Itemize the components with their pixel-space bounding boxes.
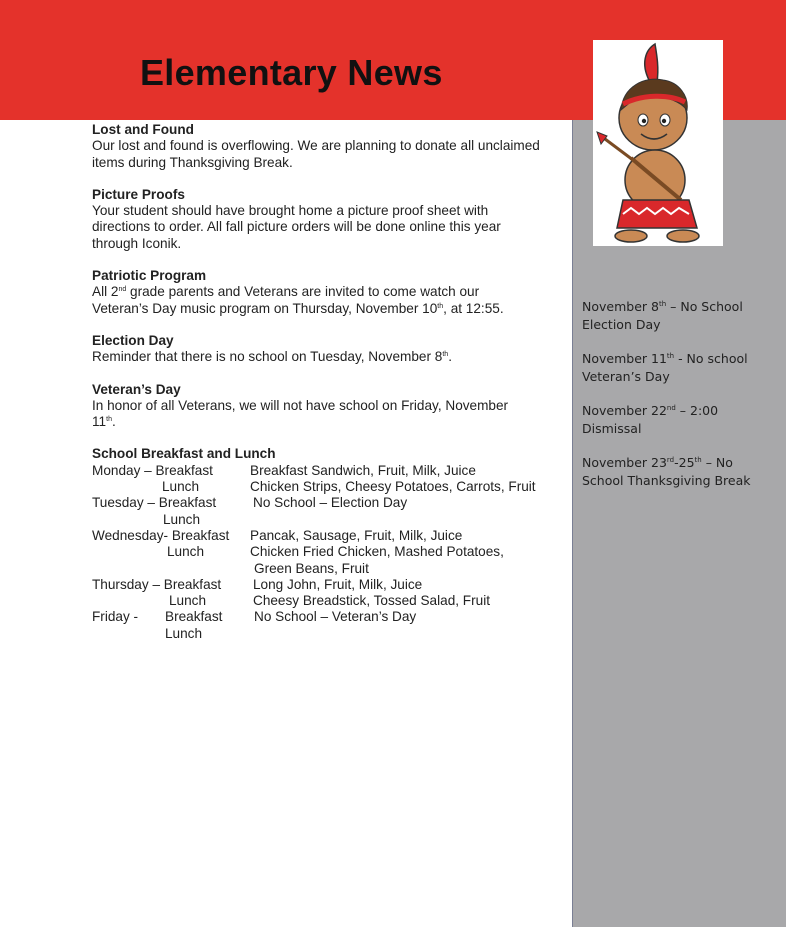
section-heading: Patriotic Program (92, 268, 207, 284)
section-picture-proofs (92, 187, 562, 252)
section-text-line: In honor of all Veterans, we will not have school on Friday, November (92, 397, 509, 413)
event-item: November 22nd – 2:00 Dismissal (582, 403, 719, 436)
menu-row (92, 626, 562, 642)
menu-row (92, 577, 562, 593)
menu-day-label: Lunch (162, 479, 200, 495)
menu-food: Chicken Strips, Cheesy Potatoes, Carrots, Fruit (250, 479, 536, 495)
menu-row (92, 479, 562, 495)
menu-food: Chicken Fried Chicken, Mashed Potatoes, (250, 544, 504, 560)
menu-day-label: Lunch (167, 544, 205, 560)
section-heading: Lost and Found (92, 122, 194, 137)
section-text-line: Our lost and found is overflowing. We are planning to donate all unclaimed (92, 138, 540, 154)
menu-day-label: Lunch (165, 625, 203, 641)
section-text-line: 11th. (92, 414, 116, 430)
menu-row (92, 544, 562, 560)
section-text-line: Reminder that there is no school on Tuesday, November 8th. (92, 349, 452, 365)
menu-row (92, 463, 562, 479)
section-lost-and-found (92, 122, 562, 171)
menu-food: Long John, Fruit, Milk, Juice (253, 576, 423, 592)
section-text-line: items during Thanksgiving Break. (92, 154, 293, 170)
section-text-line: through Iconik. (92, 235, 182, 251)
newsletter-title: Elementary News (140, 52, 443, 93)
event-item: November 23rd-25th – No School Thanksgiving Break (582, 455, 751, 488)
section-patriotic-program (92, 268, 562, 317)
menu-day-label: Breakfast (165, 609, 223, 625)
section-veterans-day (92, 382, 562, 431)
menu-row (92, 561, 562, 577)
event-item: November 11th - No school Veteran’s Day (582, 351, 748, 384)
menu-day-label: Friday - (92, 609, 139, 625)
menu-day-label: Lunch (163, 511, 201, 527)
menu-food: Pancak, Sausage, Fruit, Milk, Juice (250, 527, 463, 543)
menu-day-label: Lunch (169, 593, 207, 609)
mascot-image (593, 40, 723, 246)
section-text-line: Your student should have brought home a picture proof sheet with (92, 203, 489, 219)
section-text-line: Veteran’s Day music program on Thursday, November 10th, at 12:55. (92, 300, 504, 316)
menu-day-label: Wednesday- Breakfast (92, 527, 230, 543)
section-election-day (92, 333, 562, 366)
menu-day-label: Monday – Breakfast (92, 462, 213, 478)
menu-food: Green Beans, Fruit (254, 560, 369, 576)
upcoming-events (582, 298, 778, 506)
menu-day-label: Thursday – Breakfast (92, 576, 222, 592)
menu-food: No School – Veteran’s Day (254, 609, 417, 625)
menu-row (92, 512, 562, 528)
menu-row (92, 593, 562, 609)
section-text-line: directions to order. All fall picture orders will be done online this year (92, 219, 501, 235)
menu-row (92, 528, 562, 544)
main-content (92, 122, 562, 642)
mascot-icon (593, 40, 723, 246)
menu-row (92, 609, 562, 625)
menu-food: No School – Election Day (253, 495, 408, 511)
lunch-menu (92, 446, 562, 642)
menu-day-label: Tuesday – Breakfast (92, 495, 217, 511)
menu-row (92, 495, 562, 511)
section-text-line: All 2nd grade parents and Veterans are invited to come watch our (92, 284, 480, 300)
section-heading: Veteran’s Day (92, 381, 181, 397)
event-item: November 8th – No School Election Day (582, 299, 743, 332)
menu-food: Breakfast Sandwich, Fruit, Milk, Juice (250, 462, 476, 478)
menu-heading: School Breakfast and Lunch (92, 446, 276, 462)
section-heading: Election Day (92, 332, 174, 348)
section-heading: Picture Proofs (92, 186, 185, 202)
menu-food: Cheesy Breadstick, Tossed Salad, Fruit (253, 593, 490, 609)
